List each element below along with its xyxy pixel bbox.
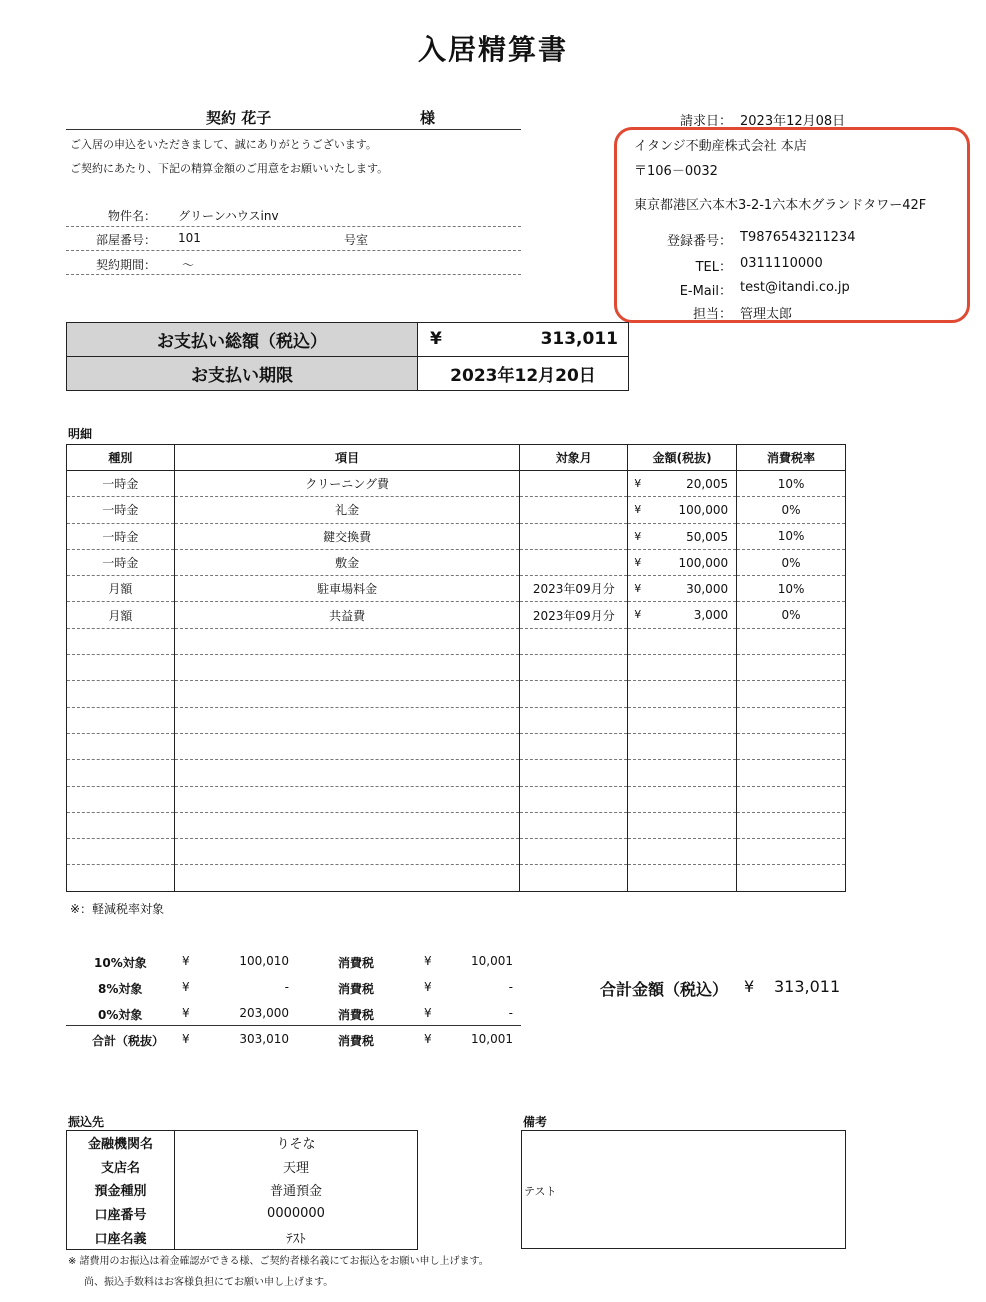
header-month: 対象月: [520, 445, 628, 471]
yen-symbol: ¥: [634, 529, 642, 543]
total-amount-label: お支払い総額（税込）: [67, 323, 418, 357]
summary-tax-label: 消費税: [338, 982, 375, 996]
row-item: 礼金: [174, 497, 520, 523]
empty-row: [67, 733, 846, 759]
yen-symbol: ¥: [424, 980, 432, 994]
email-label: E-Mail：: [679, 284, 732, 299]
row-amount: [628, 497, 737, 523]
row-type: 一時金: [67, 549, 175, 575]
row-type: 一時金: [67, 523, 175, 549]
divider: [66, 226, 521, 227]
empty-row: [67, 655, 846, 681]
remarks-box: [521, 1130, 846, 1249]
amount-value: 30,000: [686, 582, 729, 597]
yen-symbol: ¥: [182, 980, 190, 994]
table-row: [67, 602, 846, 628]
row-item: クリーニング費: [174, 471, 520, 497]
table-row: [67, 523, 846, 549]
company-name: イタンジ不動産株式会社 本店: [634, 139, 807, 154]
payment-total-table: [66, 322, 629, 391]
details-table: [66, 444, 846, 892]
deadline-date: 2023年12月20日: [418, 357, 629, 391]
summary-amount: 100,010: [239, 954, 289, 968]
row-tax-rate: 10%: [737, 471, 846, 497]
footer-note-2: 尚、振込手数料はお客様負担にてお願い申し上げます。: [84, 1277, 334, 1288]
reduced-tax-note: ※：軽減税率対象: [70, 902, 165, 916]
row-amount: [628, 471, 737, 497]
account-holder: ﾃｽﾄ: [286, 1231, 306, 1247]
summary-tax: -: [508, 1006, 513, 1020]
row-type: 月額: [67, 602, 175, 628]
empty-row: [67, 812, 846, 838]
row-tax-rate: 0%: [737, 497, 846, 523]
branch-label: 支店名: [67, 1154, 175, 1178]
remarks-section-label: 備考: [523, 1115, 548, 1129]
grand-total-amount: 313,011: [774, 977, 841, 996]
yen-symbol: ¥: [182, 954, 190, 968]
summary-tax: -: [508, 980, 513, 994]
summary-tax: 10,001: [471, 1032, 513, 1046]
yen-symbol: ¥: [744, 977, 755, 996]
staff-name: 管理太郎: [740, 307, 793, 322]
grand-total-label: 合計金額（税込）: [600, 980, 729, 999]
account-number-label: 口座番号: [67, 1202, 175, 1226]
company-address: 東京都港区六本木3-2-1六本木グランドタワー42F: [634, 198, 927, 213]
bank-name: りそな: [276, 1137, 316, 1153]
empty-row: [67, 628, 846, 654]
customer-name: 契約 花子: [206, 109, 272, 127]
details-section-label: 明細: [68, 427, 93, 441]
property-name-label: 物件名：: [107, 209, 156, 223]
yen-symbol: ¥: [424, 1006, 432, 1020]
empty-row: [67, 707, 846, 733]
row-month: [520, 497, 628, 523]
row-tax-rate: 10%: [737, 576, 846, 602]
table-row: [67, 497, 846, 523]
yen-symbol: ¥: [634, 503, 642, 517]
registration-label: 登録番号：: [666, 234, 732, 249]
bank-name-label: 金融機関名: [67, 1131, 175, 1155]
yen-symbol: ¥: [430, 329, 442, 349]
summary-divider: [66, 1025, 521, 1026]
row-type: 一時金: [67, 471, 175, 497]
row-type: 一時金: [67, 497, 175, 523]
remarks-text: テスト: [524, 1185, 557, 1198]
summary-label: 8%対象: [98, 982, 143, 996]
row-item: 駐車場料金: [174, 576, 520, 602]
customer-honorific: 様: [420, 109, 436, 127]
bank-table: [66, 1130, 418, 1250]
branch-name: 天理: [282, 1160, 309, 1176]
customer-underline: [66, 129, 521, 130]
yen-symbol: ¥: [182, 1006, 190, 1020]
yen-symbol: ¥: [634, 555, 642, 569]
row-amount: [628, 602, 737, 628]
header-item: 項目: [174, 445, 520, 471]
row-month: 2023年09月分: [520, 576, 628, 602]
amount-value: 3,000: [693, 608, 729, 623]
yen-symbol: ¥: [634, 608, 642, 622]
summary-amount: 303,010: [239, 1032, 289, 1046]
email-address: test@itandi.co.jp: [740, 280, 850, 295]
row-item: 共益費: [174, 602, 520, 628]
deadline-label: お支払い期限: [67, 357, 418, 391]
table-row: [67, 471, 846, 497]
header-amount: 金額(税抜): [628, 445, 737, 471]
amount-value: 20,005: [686, 477, 729, 491]
summary-tax-label: 消費税: [338, 1034, 375, 1048]
summary-label: 0%対象: [98, 1008, 143, 1022]
empty-row: [67, 681, 846, 707]
yen-symbol: ¥: [424, 954, 432, 968]
summary-label: 合計（税抜）: [92, 1034, 165, 1048]
room-suffix: 号室: [344, 233, 369, 247]
row-item: 敷金: [174, 549, 520, 575]
footer-note-1: ※ 諸費用のお振込は着金確認ができる様、ご契約者様名義にてお振込をお願い申し上げます。: [68, 1256, 489, 1267]
total-amount: 313,011: [540, 329, 618, 349]
summary-amount: -: [284, 980, 289, 994]
table-row: [67, 549, 846, 575]
room-number-label: 部屋番号：: [95, 233, 156, 247]
summary-tax-label: 消費税: [338, 1008, 375, 1022]
property-name: グリーンハウスinv: [178, 209, 279, 223]
tel-number: 0311110000: [740, 256, 823, 271]
staff-label: 担当：: [692, 307, 732, 322]
account-holder-label: 口座名義: [67, 1226, 175, 1250]
row-type: 月額: [67, 576, 175, 602]
row-item: 鍵交換費: [174, 523, 520, 549]
company-postal: 〒106－0032: [634, 164, 718, 179]
registration-number: T9876543211234: [740, 230, 856, 245]
summary-tax-label: 消費税: [338, 956, 375, 970]
document-title: 入居精算書: [417, 33, 568, 66]
empty-row: [67, 786, 846, 812]
yen-symbol: ¥: [634, 477, 642, 490]
row-tax-rate: 0%: [737, 549, 846, 575]
tel-label: TEL：: [695, 260, 732, 275]
row-amount: [628, 523, 737, 549]
yen-symbol: ¥: [424, 1032, 432, 1046]
account-type: 普通預金: [269, 1184, 322, 1200]
invoice-date-label: 請求日：: [679, 114, 732, 129]
summary-tax: 10,001: [471, 954, 513, 968]
contract-period: 〜: [182, 258, 195, 272]
row-tax-rate: 0%: [737, 602, 846, 628]
amount-value: 50,005: [686, 529, 729, 544]
table-row: [67, 576, 846, 602]
bank-section-label: 振込先: [68, 1115, 105, 1129]
divider: [66, 274, 521, 275]
yen-symbol: ¥: [182, 1032, 190, 1046]
empty-row: [67, 865, 846, 891]
yen-symbol: ¥: [634, 582, 642, 596]
highlight-box: [614, 127, 970, 323]
empty-row: [67, 839, 846, 865]
row-month: [520, 549, 628, 575]
divider: [66, 250, 521, 251]
row-amount: [628, 549, 737, 575]
contract-period-label: 契約期間：: [95, 258, 156, 272]
row-tax-rate: 10%: [737, 523, 846, 549]
amount-value: 100,000: [678, 555, 729, 570]
row-month: 2023年09月分: [520, 602, 628, 628]
greeting-line-1: ご入居の申込をいただきまして、誠にありがとうございます。: [70, 138, 377, 151]
summary-label: 10%対象: [94, 956, 147, 970]
room-number: 101: [178, 231, 201, 245]
invoice-date: 2023年12月08日: [740, 114, 846, 129]
header-type: 種別: [67, 445, 175, 471]
row-month: [520, 523, 628, 549]
account-number: 0000000: [267, 1206, 325, 1222]
row-month: [520, 471, 628, 497]
summary-amount: 203,000: [239, 1006, 289, 1020]
empty-row: [67, 760, 846, 786]
header-tax-rate: 消費税率: [737, 445, 846, 471]
account-type-label: 預金種別: [67, 1178, 175, 1202]
amount-value: 100,000: [678, 503, 729, 518]
row-amount: [628, 576, 737, 602]
total-amount-cell: [418, 323, 629, 357]
greeting-line-2: ご契約にあたり、下記の精算金額のご用意をお願いいたします。: [70, 162, 389, 175]
